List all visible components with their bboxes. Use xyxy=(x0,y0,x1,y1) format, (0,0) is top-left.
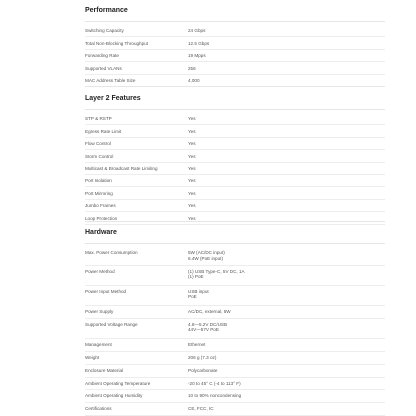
divider xyxy=(85,21,385,22)
spec-value: 256 xyxy=(188,65,196,71)
spec-value: 4.8—5.2V DC/USB 44V—57V PoE xyxy=(188,321,228,333)
spec-value: 206 g (7.3 oz) xyxy=(188,354,217,360)
spec-row xyxy=(85,125,385,137)
spec-value: -20 to 45° C (-4 to 113° F) xyxy=(188,380,241,386)
hardware-section xyxy=(85,228,385,416)
section-divider xyxy=(85,86,385,87)
spec-row xyxy=(85,138,385,150)
spec-row xyxy=(85,25,385,37)
spec-name: Management xyxy=(85,341,112,347)
spec-row xyxy=(85,319,385,339)
row-divider xyxy=(85,415,385,416)
spec-value: Yes xyxy=(188,215,196,221)
spec-name: Power Input Method xyxy=(85,288,127,294)
spec-value: Yes xyxy=(188,116,196,122)
spec-value: 4,000 xyxy=(188,77,200,83)
section-divider xyxy=(85,221,385,222)
spec-name: Multicast & Broadcast Rate Limiting xyxy=(85,165,158,171)
divider xyxy=(85,243,385,244)
spec-value: AC/DC, external, 5W xyxy=(188,308,231,314)
spec-value: CE, FCC, IC xyxy=(188,405,214,411)
spec-value: Yes xyxy=(188,141,196,147)
section-title: Performance xyxy=(85,7,128,14)
spec-row xyxy=(85,62,385,74)
spec-row xyxy=(85,37,385,49)
spec-value: Ethernet xyxy=(188,341,206,347)
spec-row xyxy=(85,352,385,365)
spec-row xyxy=(85,247,385,266)
spec-name: Port Isolation xyxy=(85,178,112,184)
spec-name: STP & RSTP xyxy=(85,116,112,122)
spec-name: Power Supply xyxy=(85,308,114,314)
spec-name: Forwarding Rate xyxy=(85,53,119,59)
spec-name: Ambient Operating Temperature xyxy=(85,380,151,386)
spec-name: MAC Address Table Size xyxy=(85,77,136,83)
spec-name: Max. Power Consumption xyxy=(85,250,138,256)
spec-row xyxy=(85,175,385,187)
spec-value: Polycarbonate xyxy=(188,367,218,373)
spec-row xyxy=(85,150,385,162)
spec-row xyxy=(85,266,385,286)
spec-row xyxy=(85,306,385,319)
spec-value: Yes xyxy=(188,165,196,171)
spec-value: (1) USB Type-C, 5V DC, 1A (1) PoE xyxy=(188,268,245,280)
spec-name: Enclosure Material xyxy=(85,367,124,373)
spec-row xyxy=(85,339,385,352)
spec-name: Supported VLANs xyxy=(85,65,122,71)
spec-value: Yes xyxy=(188,128,196,134)
spec-name: Certifications xyxy=(85,405,112,411)
section-title: Hardware xyxy=(85,229,117,236)
spec-name: Total Non-Blocking Throughput xyxy=(85,40,148,46)
spec-name: Jumbo Frames xyxy=(85,203,116,209)
spec-name: Flow Control xyxy=(85,141,111,147)
performance-section xyxy=(85,6,385,87)
spec-row xyxy=(85,187,385,199)
spec-name: Weight xyxy=(85,354,100,360)
spec-row xyxy=(85,200,385,212)
spec-row xyxy=(85,113,385,125)
spec-name: Loop Protection xyxy=(85,215,118,221)
spec-name: Ambient Operating Humidity xyxy=(85,392,143,398)
divider xyxy=(85,109,385,110)
spec-value: 12.5 Gbps xyxy=(188,40,210,46)
spec-value: 24 Gbps xyxy=(188,28,206,34)
spec-value: 5W (AC/DC input) 6.4W (PoE input) xyxy=(188,250,225,261)
spec-row xyxy=(85,163,385,175)
spec-name: Switching Capacity xyxy=(85,28,124,34)
spec-value: USB input PoE xyxy=(188,288,209,300)
spec-row xyxy=(85,390,385,403)
spec-value: 19 Mpps xyxy=(188,53,206,59)
spec-row xyxy=(85,403,385,416)
spec-row xyxy=(85,212,385,224)
spec-row xyxy=(85,286,385,306)
row-divider xyxy=(85,224,385,225)
spec-value: Yes xyxy=(188,178,196,184)
spec-value: Yes xyxy=(188,190,196,196)
spec-value: Yes xyxy=(188,153,196,159)
spec-row xyxy=(85,365,385,378)
spec-row xyxy=(85,378,385,390)
spec-name: Supported Voltage Range xyxy=(85,321,138,327)
layer2-features-section xyxy=(85,94,385,225)
spec-name: Storm Control xyxy=(85,153,114,159)
section-title: Layer 2 Features xyxy=(85,95,141,102)
spec-value: 10 to 90% noncondensing xyxy=(188,392,242,398)
spec-name: Egress Rate Limit xyxy=(85,128,122,134)
spec-name: Power Method xyxy=(85,268,115,274)
spec-name: Port Mirroring xyxy=(85,190,113,196)
spec-value: Yes xyxy=(188,203,196,209)
spec-row xyxy=(85,50,385,62)
